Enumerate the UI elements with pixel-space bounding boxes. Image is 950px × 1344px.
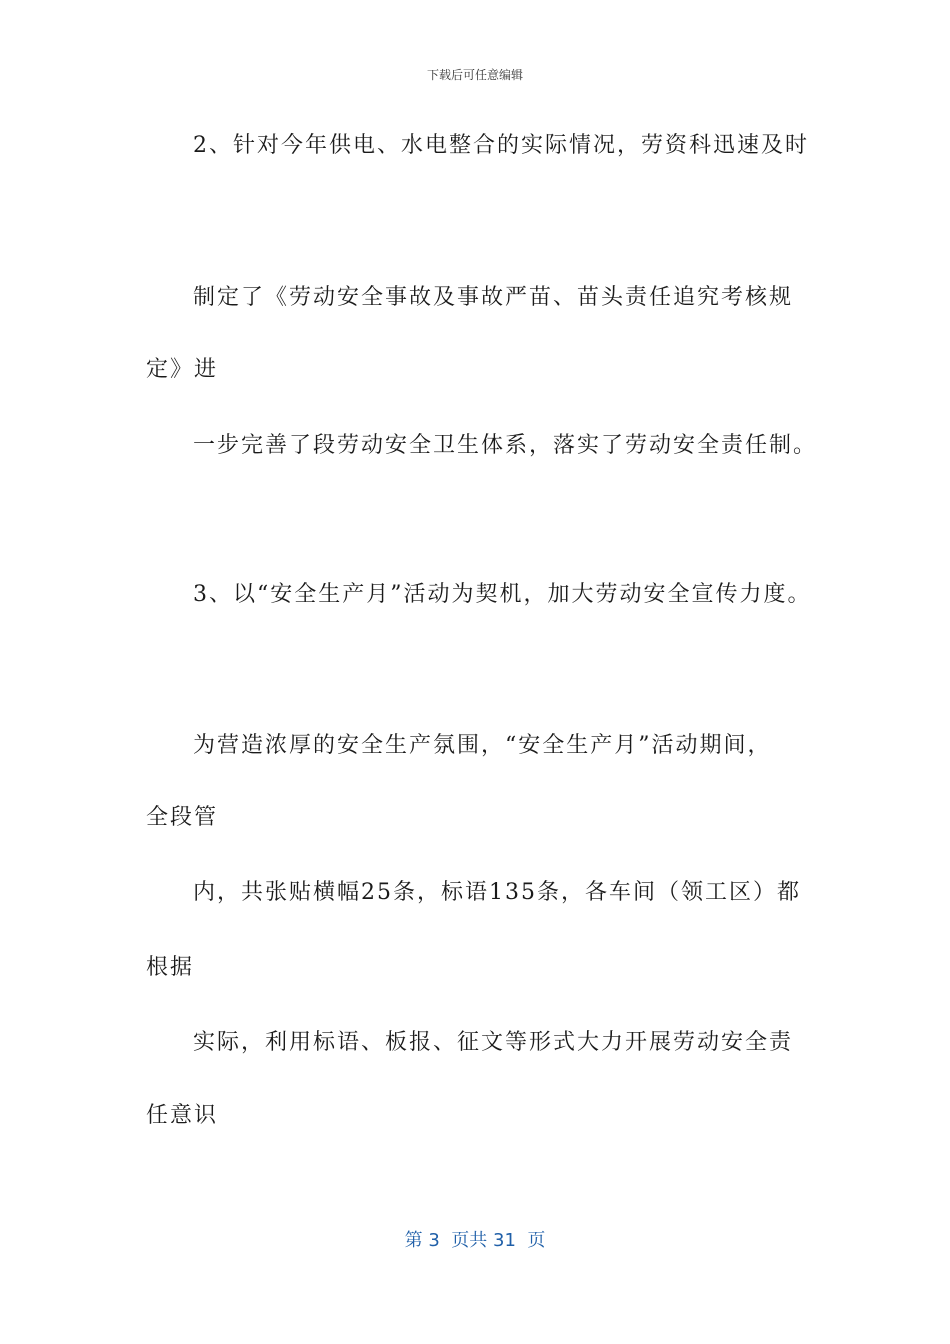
- body-line-9: 根据: [146, 955, 195, 980]
- body-line-1: 2、针对今年供电、水电整合的实际情况，劳资科迅速及时: [193, 133, 809, 158]
- body-line-3: 定》进: [146, 357, 219, 382]
- body-line-11: 任意识: [146, 1103, 219, 1128]
- body-line-2: 制定了《劳动安全事故及事故严苗、苗头责任追究考核规: [193, 285, 794, 310]
- page-footer: 第 3 页共 31 页: [404, 1230, 546, 1251]
- body-line-6: 为营造浓厚的安全生产氛围，“安全生产月”活动期间，: [193, 733, 772, 758]
- body-line-7: 全段管: [146, 805, 219, 830]
- body-line-4: 一步完善了段劳动安全卫生体系，落实了劳动安全责任制。: [193, 433, 818, 458]
- page-header: 下载后可任意编辑: [426, 68, 523, 82]
- body-line-10: 实际，利用标语、板报、征文等形式大力开展劳动安全责: [193, 1030, 794, 1055]
- body-line-5: 3、以“安全生产月”活动为契机，加大劳动安全宣传力度。: [193, 582, 812, 607]
- body-line-8: 内，共张贴横幅25条，标语135条，各车间（领工区）都: [193, 880, 801, 905]
